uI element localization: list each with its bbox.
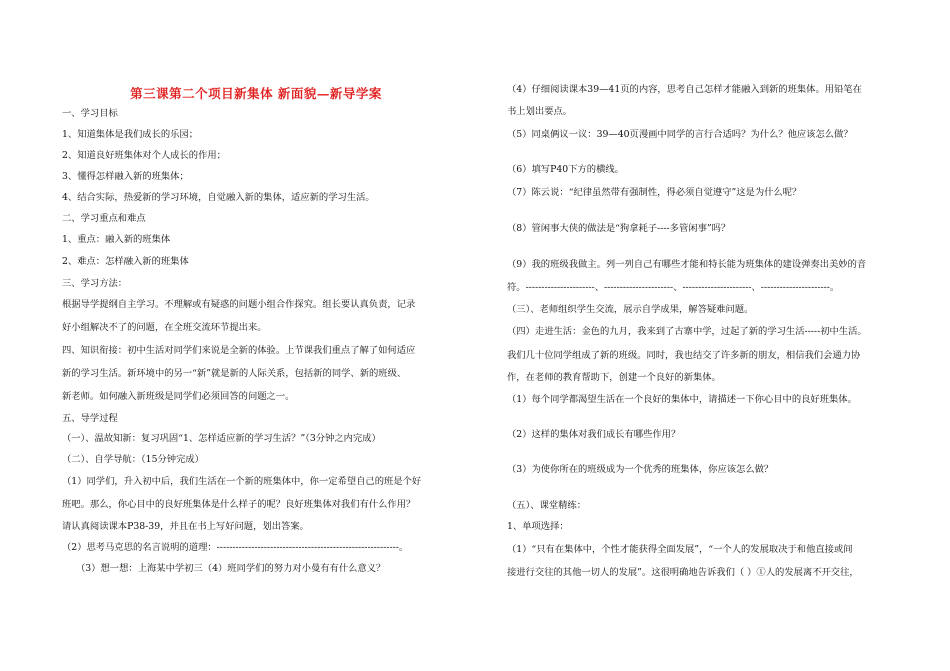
text-line: （3）为使你所在的班级成为一个优秀的班集体，你应该怎么做？ bbox=[507, 464, 774, 475]
text-line: （1）同学们，升入初中后，我们生活在一个新的班集体中，你一定希望自己的班是个好 bbox=[62, 476, 422, 487]
text-line: （2）这样的集体对我们成长有哪些作用？ bbox=[507, 429, 681, 440]
text-line: 3、懂得怎样融入新的班集体； bbox=[62, 171, 189, 182]
text-line: （7）陈云说：“纪律虽然带有强制性，得必须自觉遵守”这是为什么呢？ bbox=[507, 187, 802, 198]
text-line: （三）、老师组织学生交流，展示自学成果，解答疑难问题。 bbox=[507, 304, 754, 315]
text-line: （9）我的班级我做主。列一列自己有哪些才能和特长能为班集体的建设弹奏出美妙的音 bbox=[507, 259, 867, 270]
text-line: 请认真阅读课本P38-39，并且在书上写好问题，划出答案。 bbox=[62, 521, 309, 532]
text-line: （4）仔细阅读课本39—41页的内容，思考自己怎样才能融入到新的班集体。用铅笔在 bbox=[507, 84, 862, 95]
text-line: 二、学习重点和难点 bbox=[62, 213, 146, 224]
text-line: 一、学习目标 bbox=[62, 108, 118, 119]
text-line: （2）思考马克思的名言说明的道理：----------------------------------------------------------。 bbox=[62, 542, 409, 553]
text-line: 新老师。如何融入新班级是同学们必须回答的问题之一。 bbox=[62, 391, 295, 402]
text-line: 四、知识衔接：初中生活对同学们来说是全新的体验。上节课我们重点了解了如何适应 bbox=[62, 345, 416, 356]
text-line: 五、导学过程 bbox=[62, 413, 118, 424]
text-line: 书上划出要点。 bbox=[507, 106, 573, 117]
text-line: （五）、课堂精练： bbox=[507, 500, 587, 511]
text-line: 2、知道良好班集体对个人成长的作用； bbox=[62, 150, 226, 161]
text-line: 班吧。那么，你心目中的良好班集体是什么样子的呢？良好班集体对我们有什么作用？ bbox=[62, 499, 416, 510]
text-line: （1）每个同学都渴望生活在一个良好的集体中，请描述一下你心目中的良好班集体。 bbox=[507, 394, 857, 405]
text-line: 我们几十位同学组成了新的班级。同时，我也结交了许多新的朋友，相信我们会通力协 bbox=[507, 350, 861, 361]
text-line: 符。----------------------、----------------------、----------------------、----------------------。 bbox=[507, 282, 840, 293]
text-line: （6）填写P40下方的横线。 bbox=[507, 164, 624, 175]
text-line: 1、单项选择： bbox=[507, 521, 569, 532]
text-line: （四）走进生活：金色的九月，我来到了古寨中学，过起了新的学习生活-----初中生活。 bbox=[507, 326, 867, 337]
text-line: 1、重点：融入新的班集体 bbox=[62, 234, 171, 245]
text-line: 1、知道集体是我们成长的乐园； bbox=[62, 129, 199, 140]
text-line: 三、学习方法： bbox=[62, 278, 128, 289]
text-line: （3）想一想：上海某中学初三（4）班同学们的努力对小曼有有什么意义？ bbox=[76, 563, 386, 574]
text-line: 根据导学提纲自主学习。不理解或有疑惑的问题小组合作探究。组长要认真负责，记录 bbox=[62, 299, 416, 310]
text-line: 4、结合实际，热爱新的学习环境，自觉融入新的集体，适应新的学习生活。 bbox=[62, 192, 375, 203]
text-line: （8）管闲事大侠的做法是“狗拿耗子----多管闲事”吗？ bbox=[507, 223, 731, 234]
text-line: 2、难点：怎样融入新的班集体 bbox=[62, 256, 189, 267]
page-title: 第三课第二个项目新集体 新面貌—新导学案 bbox=[130, 86, 382, 101]
text-line: （二）、自学导航：（15分钟完成） bbox=[62, 454, 204, 465]
text-line: （1）“只有在集体中，个性才能获得全面发展”，“一个人的发展取决于和他直接或间 bbox=[507, 544, 853, 555]
text-line: （5）同桌俩议一议：39—40页漫画中同学的言行合适吗？为什么？他应该怎么做？ bbox=[507, 129, 853, 140]
text-line: 新的学习生活。新环境中的另一“新”就是新的人际关系，包括新的同学、新的班级、 bbox=[62, 368, 407, 379]
text-line: 好小组解决不了的问题，在全班交流环节提出来。 bbox=[62, 322, 267, 333]
text-line: 作，在老师的教育帮助下，创建一个良好的新集体。 bbox=[507, 372, 721, 383]
text-line: （一）、温故知新：复习巩固“1、怎样适应新的学习生活？”（3分钟之内完成） bbox=[62, 433, 381, 444]
text-line: 接进行交往的其他一切人的发展”。这很明确地告诉我们（ ）①人的发展离不开交往， bbox=[507, 567, 859, 578]
